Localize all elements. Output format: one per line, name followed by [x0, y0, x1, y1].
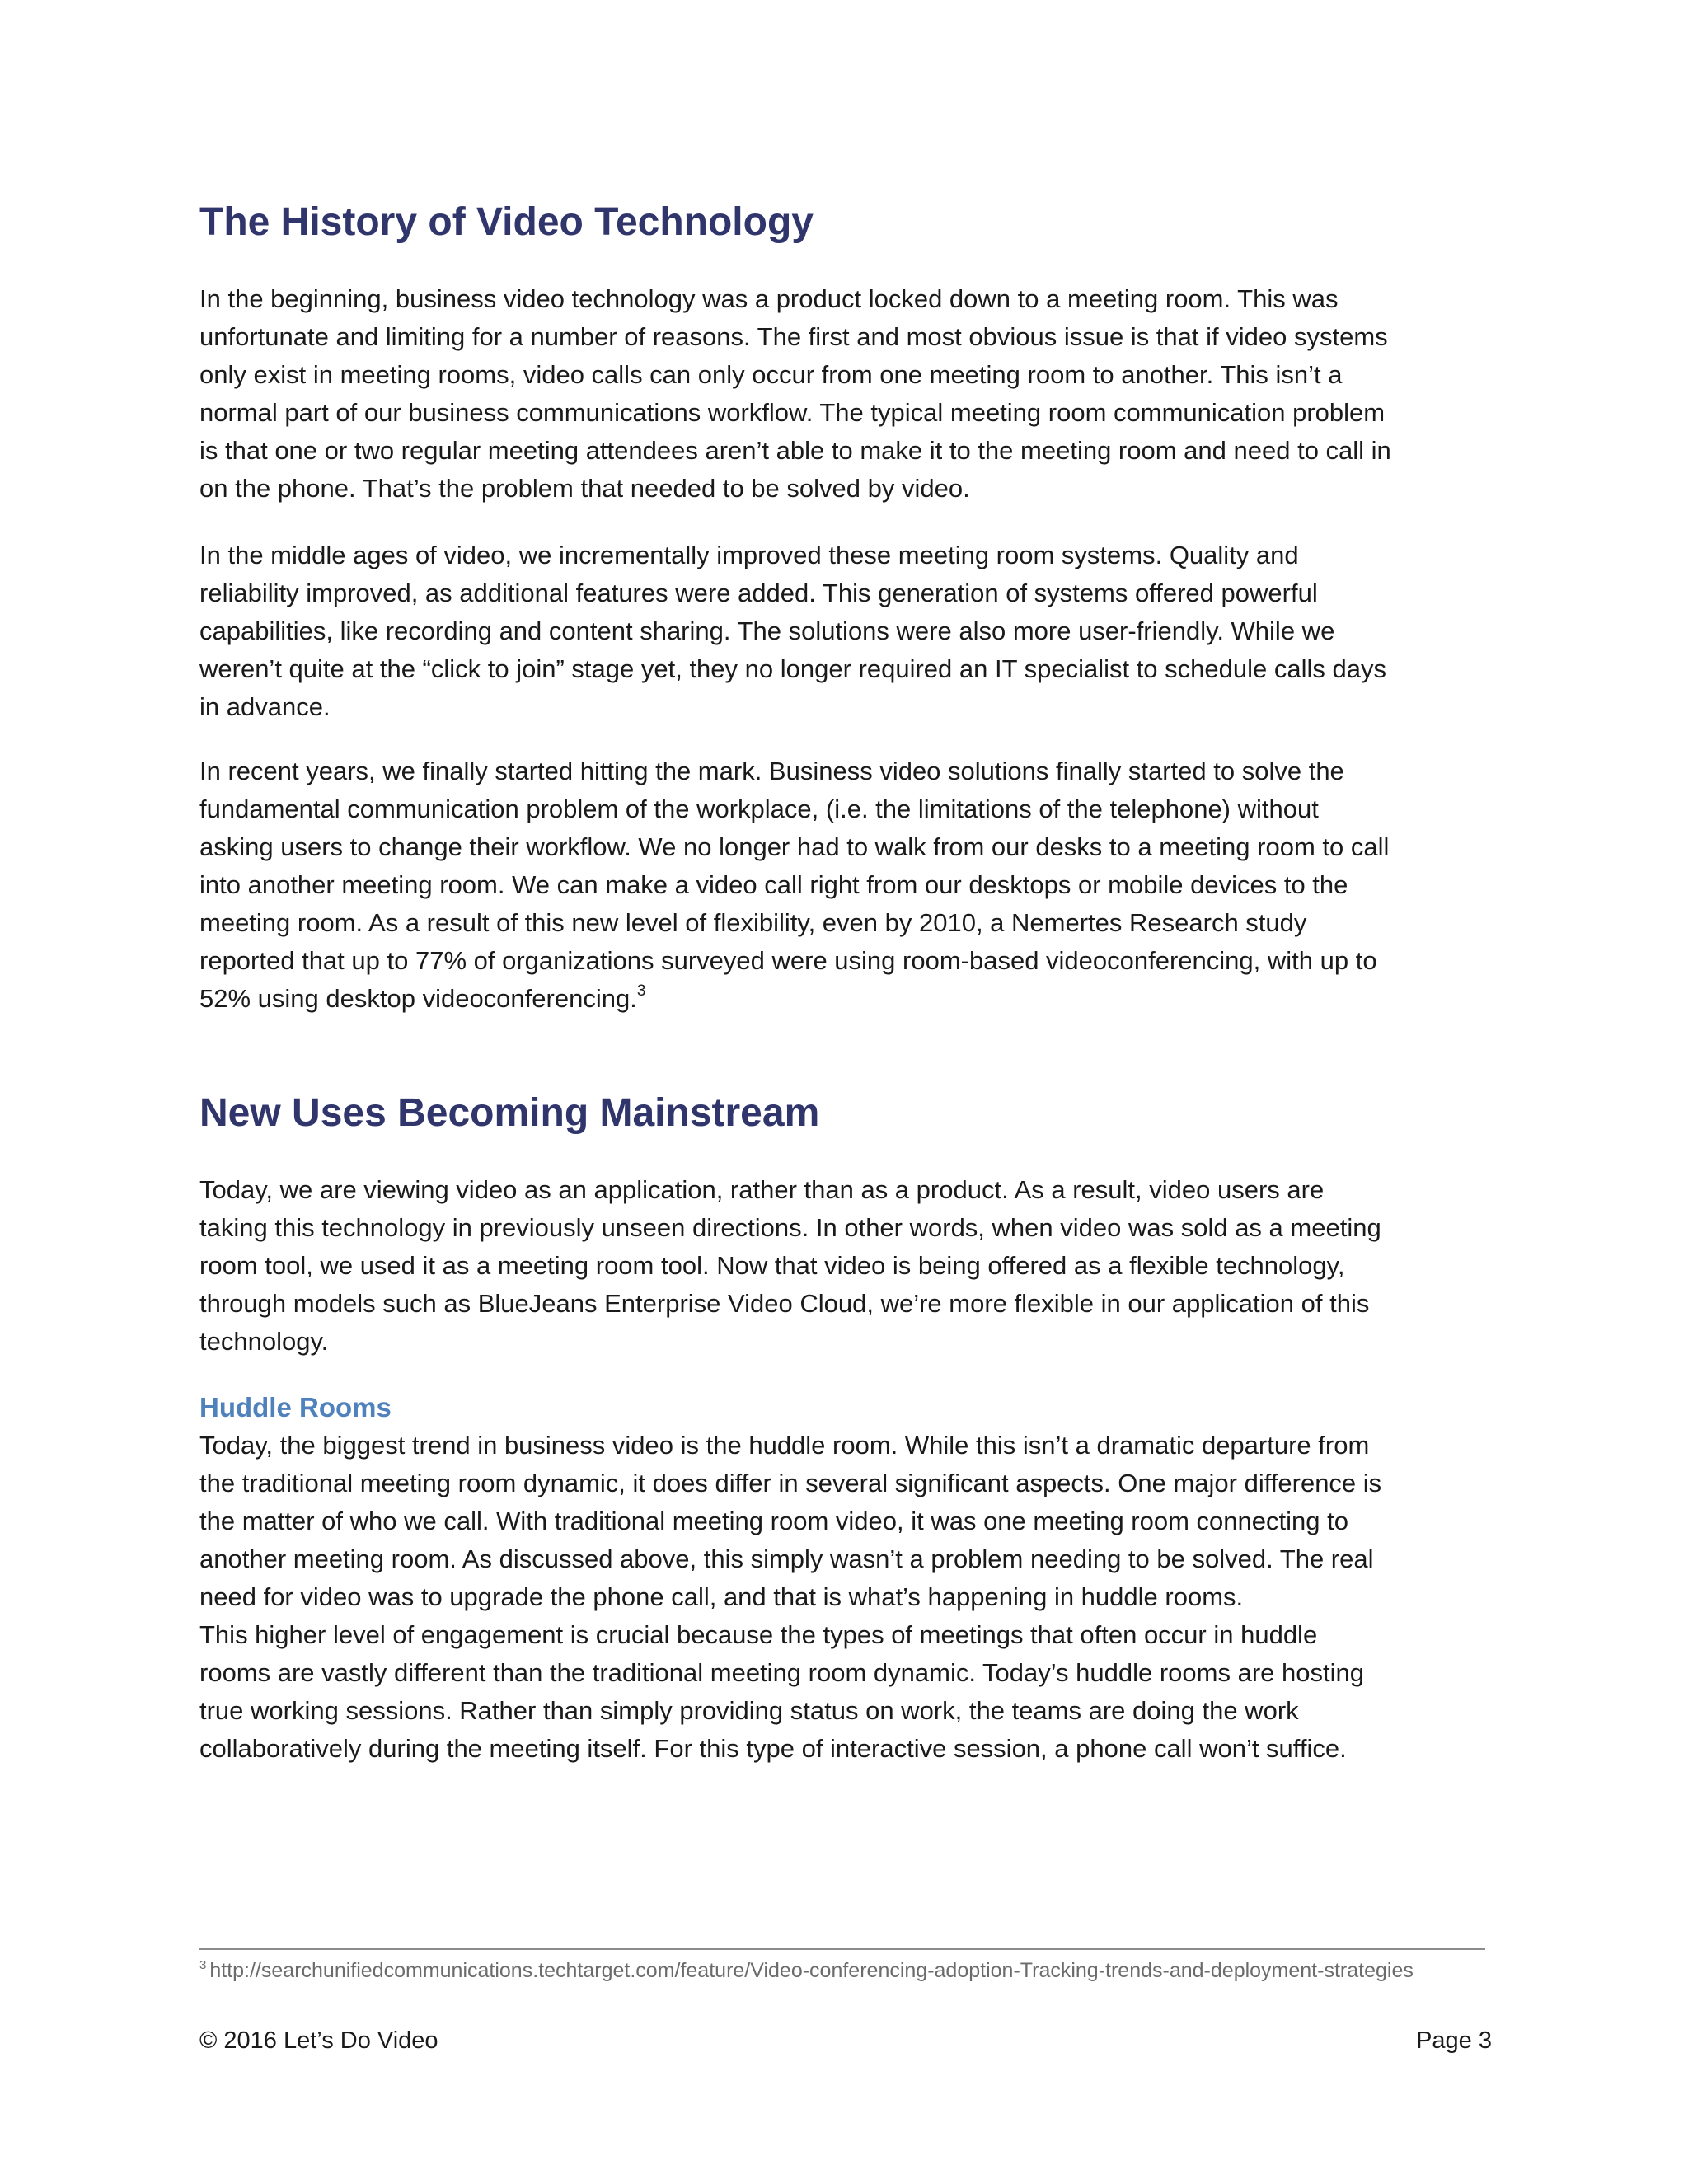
text-line: 52% using desktop videoconferencing. — [199, 984, 637, 1013]
footnote-reference[interactable]: 3 — [636, 982, 646, 1000]
text-line: taking this technology in previously unseen directions. In other words, when video was sold as a meeting — [199, 1213, 1381, 1242]
paragraph-huddle-rooms — [199, 1427, 1381, 1768]
footnote-url[interactable]: http://searchunifiedcommunications.techtarget.com/feature/Video-conferencing-adoption-Tracking-trends-and-deployment-strategies — [209, 1959, 1414, 1982]
footnote-marker: 3 — [199, 1958, 207, 1972]
footer-page-number: Page 3 — [1416, 2027, 1492, 2054]
text-line: normal part of our business communications workflow. The typical meeting room communication problem — [199, 398, 1386, 427]
text-line: fundamental communication problem of the workplace, (i.e. the limitations of the telephone) without — [199, 794, 1319, 823]
text-line: In recent years, we finally started hitting the mark. Business video solutions finally started to solve the — [199, 757, 1344, 785]
text-line: reported that up to 77% of organizations surveyed were using room-based videoconferencing, with up to — [199, 946, 1377, 975]
paragraph-history-2 — [199, 537, 1386, 726]
text-line: into another meeting room. We can make a video call right from our desktops or mobile devices to the — [199, 870, 1348, 899]
section-title-history: The History of Video Technology — [199, 200, 814, 244]
text-line: rooms are vastly different than the traditional meeting room dynamic. Today’s huddle rooms are hosting — [199, 1658, 1364, 1687]
footer-copyright: © 2016 Let’s Do Video — [199, 2027, 438, 2054]
text-line: another meeting room. As discussed above, this simply wasn’t a problem needing to be solved. The real — [199, 1544, 1374, 1573]
text-line: Today, the biggest trend in business video is the huddle room. While this isn’t a dramatic departure from — [199, 1431, 1370, 1460]
text-line: This higher level of engagement is crucial because the types of meetings that often occur in huddle — [199, 1620, 1318, 1649]
text-line: on the phone. That’s the problem that needed to be solved by video. — [199, 474, 970, 503]
text-line-last — [199, 980, 1389, 1018]
text-line: asking users to change their workflow. We no longer had to walk from our desks to a meeting room to call — [199, 832, 1390, 861]
text-line: In the beginning, business video technology was a product locked down to a meeting room. This was — [199, 284, 1339, 313]
text-line: unfortunate and limiting for a number of reasons. The first and most obvious issue is that if video systems — [199, 322, 1388, 351]
text-line: Today, we are viewing video as an application, rather than as a product. As a result, video users are — [199, 1175, 1325, 1204]
document-page — [199, 0, 1492, 2184]
footnote — [199, 1956, 1414, 1985]
footnote-divider — [199, 1948, 1485, 1950]
text-line: need for video was to upgrade the phone call, and that is what’s happening in huddle rooms. — [199, 1582, 1244, 1611]
text-line: weren’t quite at the “click to join” stage yet, they no longer required an IT specialist to schedule calls days — [199, 654, 1386, 683]
text-line: In the middle ages of video, we incrementally improved these meeting room systems. Quality and — [199, 541, 1299, 569]
paragraph-new-uses-intro — [199, 1171, 1381, 1361]
text-line: through models such as BlueJeans Enterprise Video Cloud, we’re more flexible in our application of this — [199, 1289, 1370, 1318]
text-line: true working sessions. Rather than simply providing status on work, the teams are doing the work — [199, 1696, 1299, 1725]
text-line: meeting room. As a result of this new level of flexibility, even by 2010, a Nemertes Research study — [199, 908, 1307, 937]
text-line: room tool, we used it as a meeting room tool. Now that video is being offered as a flexible technology, — [199, 1251, 1345, 1280]
paragraph-history-3 — [199, 752, 1389, 1018]
section-title-new-uses: New Uses Becoming Mainstream — [199, 1091, 820, 1135]
text-line: only exist in meeting rooms, video calls can only occur from one meeting room to another. This isn’t a — [199, 360, 1343, 389]
text-line: the traditional meeting room dynamic, it does differ in several significant aspects. One major difference is — [199, 1469, 1382, 1497]
text-line: the matter of who we call. With traditional meeting room video, it was one meeting room connecting to — [199, 1507, 1348, 1535]
subsection-title-huddle-rooms: Huddle Rooms — [199, 1392, 392, 1422]
paragraph-history-1 — [199, 280, 1391, 508]
text-line: in advance. — [199, 692, 331, 721]
text-line: collaboratively during the meeting itself. For this type of interactive session, a phone call won’t suffice. — [199, 1734, 1347, 1763]
text-line: reliability improved, as additional features were added. This generation of systems offered powerful — [199, 579, 1318, 607]
text-line: capabilities, like recording and content sharing. The solutions were also more user-friendly. While we — [199, 616, 1335, 645]
text-line: is that one or two regular meeting attendees aren’t able to make it to the meeting room and need to call in — [199, 436, 1391, 465]
text-line: technology. — [199, 1327, 329, 1356]
